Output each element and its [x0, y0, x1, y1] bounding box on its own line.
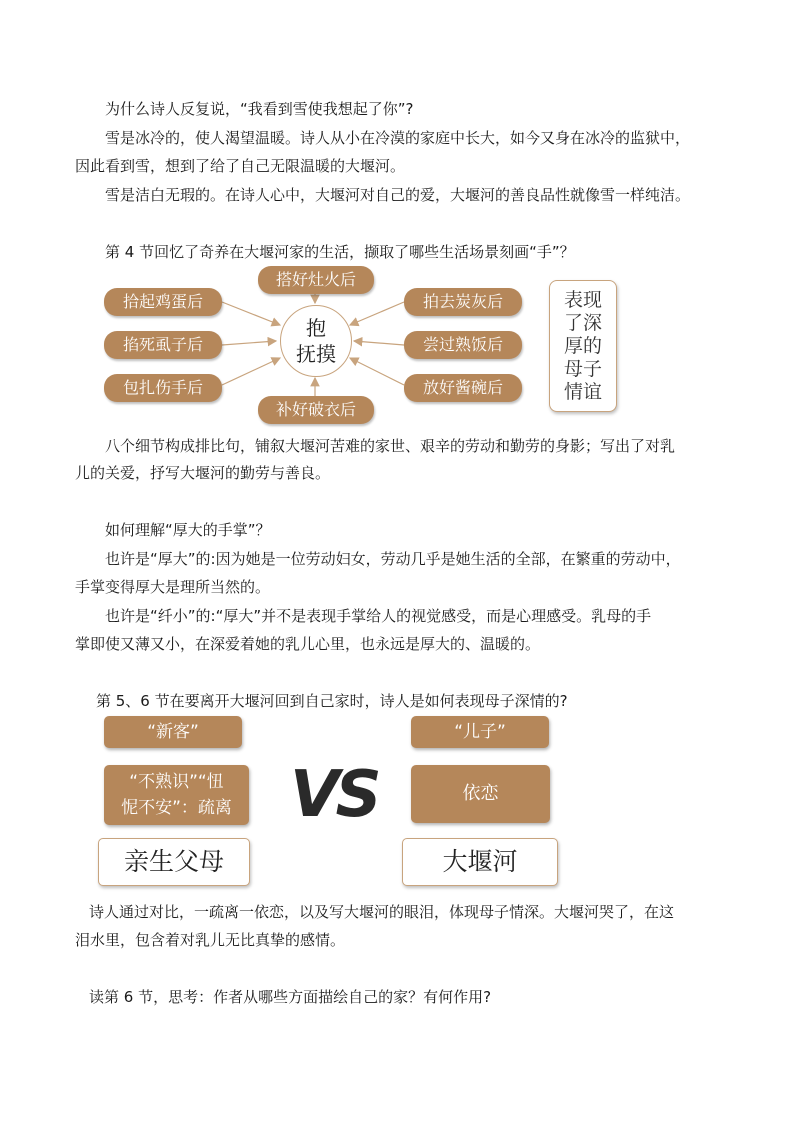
center-circle [280, 305, 352, 377]
question-2: 第 4 节回忆了奇养在大堰河家的生活，撷取了哪些生活场景刻画“手”？ [105, 243, 575, 261]
answer-3-line-2: 手掌变得厚大是理所当然的。 [75, 578, 271, 596]
scene-bottom: 补好破衣后 [258, 396, 374, 424]
vs-label: VS [290, 758, 378, 832]
question-3: 如何理解“厚大的手掌”？ [105, 521, 271, 539]
scene-left-1: 拾起鸡蛋后 [104, 288, 222, 316]
arrow-left-1 [222, 302, 280, 325]
answer-3-para-2-line-2: 掌即使又薄又小，在深爱着她的乳儿心里，也永远是厚大的、温暖的。 [75, 635, 541, 653]
analysis-4-line-2: 泪水里，包含着对乳儿无比真挚的感情。 [75, 931, 346, 949]
left-mid-line-1: “不熟识”“忸 [129, 772, 224, 792]
question-5: 读第 6 节，思考：作者从哪些方面描绘自己的家？有何作用? [89, 988, 492, 1006]
result-box [549, 280, 617, 412]
answer-3-para-2-line-1: 也许是“纤小”的:“厚大”并不是表现手掌给人的视觉感受，而是心理感受。乳母的手 [105, 607, 652, 625]
right-mid-box: 依恋 [411, 765, 550, 823]
scene-right-2: 尝过熟饭后 [404, 331, 522, 359]
result-line: 了深 [563, 311, 602, 334]
answer-1-line-2: 因此看到雪，想到了给了自己无限温暖的大堰河。 [75, 157, 406, 175]
scene-right-3: 放好酱碗后 [404, 374, 522, 402]
answer-1-line-1: 雪是冰冷的，使人渴望温暖。诗人从小在冷漠的家庭中长大，如今又身在冰冷的监狱中， [105, 129, 691, 147]
scene-right-1: 拍去炭灰后 [404, 288, 522, 316]
center-line-1: 抱 [306, 316, 326, 340]
arrow-left-3 [222, 358, 280, 385]
result-line: 厚的 [563, 334, 602, 357]
right-bottom-box: 大堰河 [402, 838, 558, 886]
scene-left-3: 包扎伤手后 [104, 374, 222, 402]
arrow-right-2 [354, 341, 404, 345]
center-line-2: 抚摸 [296, 342, 336, 366]
question-4: 第 5、6 节在要离开大堰河回到自己家时，诗人是如何表现母子深情的? [96, 692, 568, 710]
right-top-box: “儿子” [411, 716, 549, 748]
left-bottom-box: 亲生父母 [98, 838, 250, 886]
result-line: 情谊 [563, 380, 602, 403]
question-1: 为什么诗人反复说，“我看到雪使我想起了你”? [105, 100, 414, 118]
analysis-2-line-2: 儿的关爱，抒写大堰河的勤劳与善良。 [75, 464, 331, 482]
answer-3-line-1: 也许是“厚大”的:因为她是一位劳动妇女，劳动几乎是她生活的全部，在繁重的劳动中， [105, 550, 681, 568]
left-top-box: “新客” [104, 716, 242, 748]
answer-1-para-2: 雪是洁白无瑕的。在诗人心中，大堰河对自己的爱，大堰河的善良品性就像雪一样纯洁。 [105, 186, 691, 204]
arrow-right-3 [350, 358, 404, 385]
arrow-left-2 [222, 341, 276, 345]
analysis-4-line-1: 诗人通过对比，一疏离一依恋，以及写大堰河的眼泪，体现母子情深。大堰河哭了，在这 [89, 903, 675, 921]
left-mid-box [104, 765, 249, 825]
result-line: 表现 [563, 288, 602, 311]
arrow-right-1 [350, 302, 404, 325]
result-line: 母子 [563, 357, 602, 380]
scene-left-2: 掐死虱子后 [104, 331, 222, 359]
analysis-2-line-1: 八个细节构成排比句，铺叙大堰河苦难的家世、艰辛的劳动和勤劳的身影；写出了对乳 [105, 437, 676, 455]
left-mid-line-2: 怩不安”：疏离 [121, 798, 232, 818]
scene-top: 搭好灶火后 [258, 266, 374, 294]
